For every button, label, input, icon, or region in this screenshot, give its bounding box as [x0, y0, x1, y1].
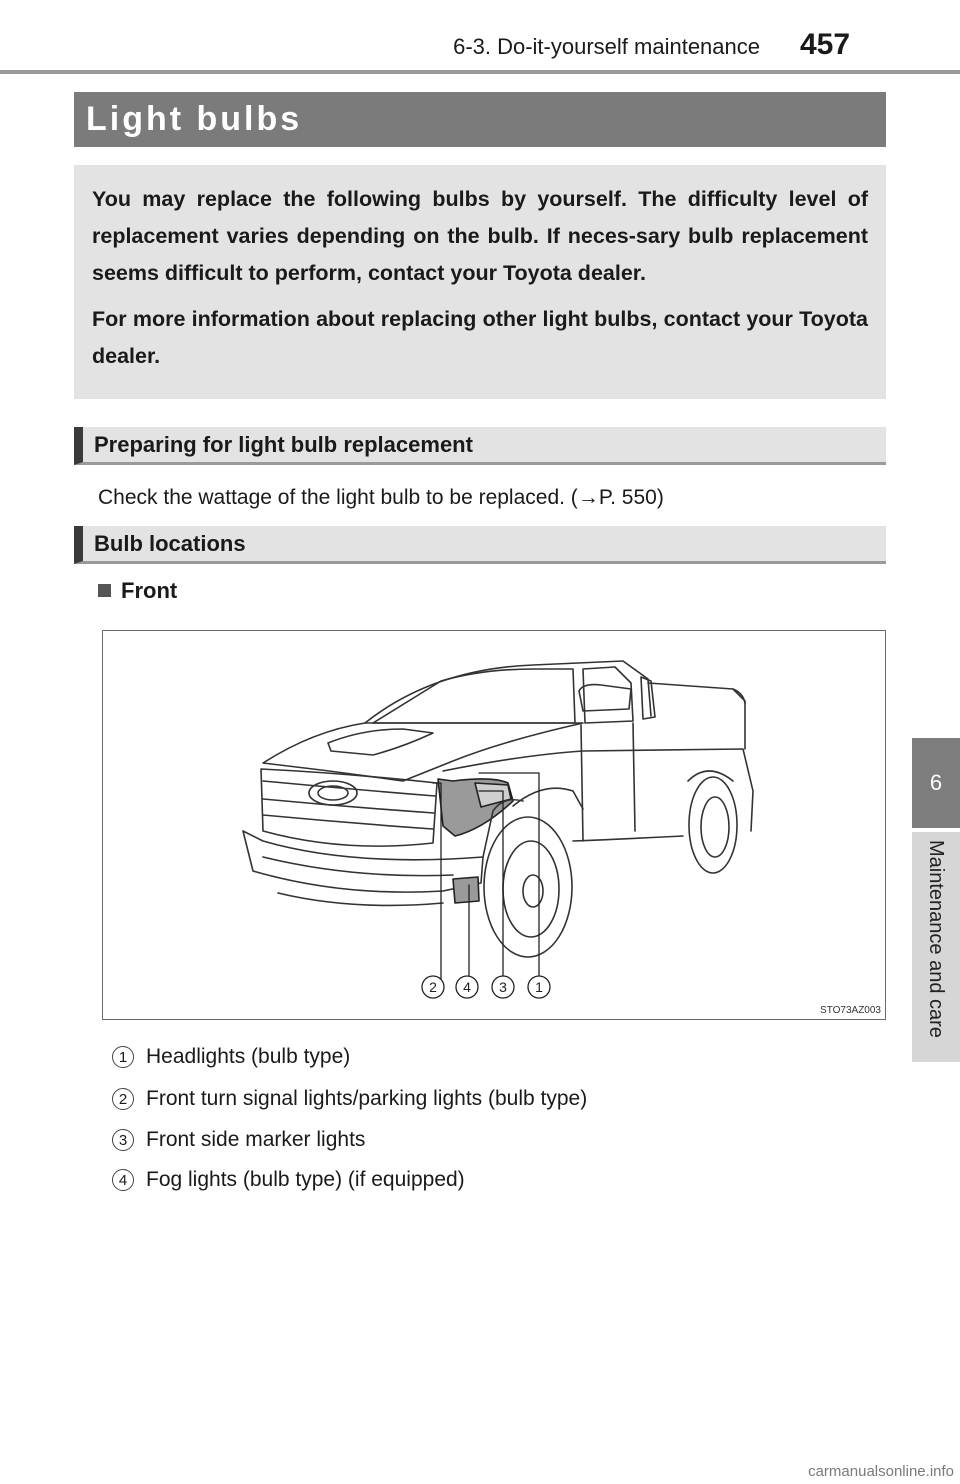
section-heading-bulb-locations: Bulb locations: [74, 526, 886, 564]
chapter-tab-title[interactable]: [912, 832, 960, 1062]
subheading-front: [98, 578, 177, 604]
legend-label: Fog lights (bulb type) (if equipped): [146, 1168, 465, 1191]
page-reference-link[interactable]: P. 550): [598, 486, 664, 509]
legend-item: [112, 1043, 350, 1071]
chapter-tab-title-text: Maintenance and care: [925, 840, 947, 1038]
section-heading-preparing: Preparing for light bulb replacement: [74, 427, 886, 465]
legend-label: Front side marker lights: [146, 1128, 366, 1151]
subheading-front-text: Front: [121, 578, 178, 603]
intro-paragraph-1: You may replace the following bulbs by yourself. The difficulty level of replacement varies depending on the bulb. If neces-sary bulb replacement seems difficult to perform, contact your Toyota dealer.: [92, 187, 868, 285]
header-rule: [0, 70, 960, 74]
legend-label: Front turn signal lights/parking lights (bulb type): [146, 1087, 588, 1110]
figure-callout-2: 2: [429, 979, 437, 995]
arrow-right-icon: →: [577, 486, 599, 509]
running-header-section: 6-3. Do-it-yourself maintenance: [453, 34, 760, 59]
legend-number-badge: 1: [112, 1046, 134, 1068]
chapter-tab-number[interactable]: 6: [912, 738, 960, 828]
intro-paragraph-2: For more information about replacing other light bulbs, contact your Toyota dealer.: [92, 307, 868, 368]
legend-item: [112, 1085, 587, 1113]
intro-box: [74, 165, 886, 399]
legend-item: [112, 1166, 465, 1194]
figure-callout-1: 1: [535, 979, 543, 995]
watermark: carmanualsonline.info: [808, 1463, 954, 1480]
figure-callout-3: 3: [499, 979, 507, 995]
legend-number-badge: 4: [112, 1169, 134, 1191]
legend-item: [112, 1126, 365, 1154]
legend-number-badge: 2: [112, 1088, 134, 1110]
legend-number-badge: 3: [112, 1129, 134, 1151]
figure-callout-4: 4: [463, 979, 471, 995]
wattage-check-sentence: Check the wattage of the light bulb to be replaced. (: [98, 486, 578, 509]
figure-code: STO73AZ003: [820, 1005, 881, 1016]
truck-bulb-location-figure: [102, 630, 886, 1020]
page-number: 457: [800, 28, 851, 61]
square-bullet-icon: [98, 584, 111, 597]
pickup-truck-illustration: [103, 631, 885, 1019]
legend-label: Headlights (bulb type): [146, 1045, 351, 1068]
page-title: Light bulbs: [74, 92, 886, 147]
wattage-check-text: [98, 486, 664, 510]
